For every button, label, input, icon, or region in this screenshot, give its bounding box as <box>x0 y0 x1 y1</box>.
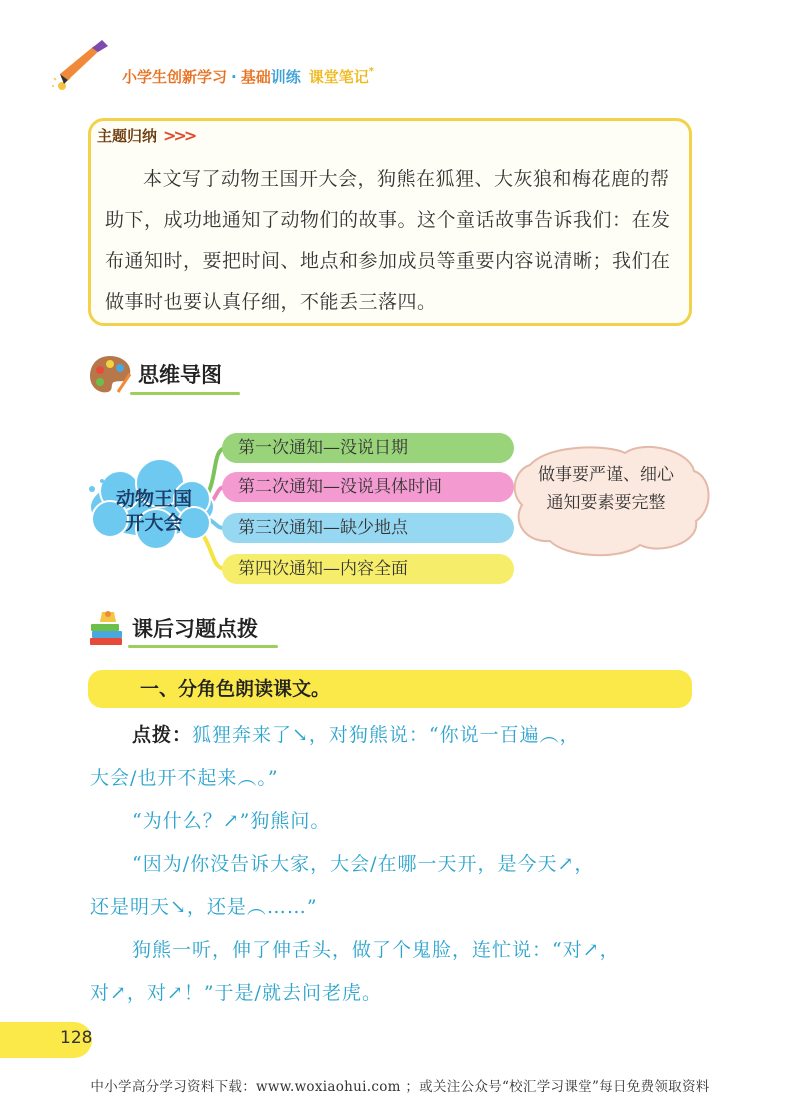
header-basic: 基础 <box>240 68 271 86</box>
theme-summary-box <box>88 118 692 326</box>
mindmap-branch-1: 第一次通知—没说日期 <box>222 433 514 463</box>
mindmap-center-line1: 动物王国 <box>115 488 192 510</box>
answer-line-1 <box>132 720 580 747</box>
exercises-title: 课后习题点拨 <box>132 617 258 641</box>
mindmap-heading <box>88 352 222 396</box>
mindmap-branch-2: 第二次通知—没说具体时间 <box>222 472 514 502</box>
answer-line-2: 大会/也开不起来︵。” <box>90 767 279 789</box>
question-1-text: 一、分角色朗读课文。 <box>140 678 331 700</box>
answer-line-5: 还是明天↘，还是︵……” <box>90 896 318 918</box>
mindmap-conclusion <box>517 461 695 517</box>
answer-line-7: 对↗，对↗！”于是/就去问老虎。 <box>90 982 382 1004</box>
footer-note: 中小学高分学习资料下载：www.woxiaohui.com ；或关注公众号“校汇学习课堂”每日免费领取资料 <box>90 1079 710 1095</box>
summary-tag <box>97 125 194 146</box>
mind-map <box>80 425 720 595</box>
mindmap-branch-3: 第三次通知—缺少地点 <box>222 513 514 543</box>
summary-tag-label: 主题归纳 <box>97 127 158 145</box>
answer-text-1: 狐狸奔来了↘，对狗熊说：“你说一百遍︵， <box>192 724 580 746</box>
mindmap-title-underline <box>130 392 240 395</box>
paintbrush-icon <box>50 40 110 96</box>
header-notes: 课堂笔记 <box>308 68 369 86</box>
summary-text: 本文写了动物王国开大会，狗熊在狐狸、大灰狼和梅花鹿的帮助下，成功地通知了动物们的故事。这个童话故事告诉我们：在发布通知时，要把时间、地点和参加成员等重要内容说清晰；我们在做事时也要认真仔细，不能丢三落四。 <box>105 168 671 313</box>
mindmap-conclusion-line2: 通知要素要完整 <box>546 493 666 513</box>
mindmap-title: 思维导图 <box>138 363 222 387</box>
header-title <box>122 66 374 87</box>
mindmap-branch-4: 第四次通知—内容全面 <box>222 554 514 584</box>
answer-line-4: “因为/你没告诉大家，大会/在哪一天开，是今天↗， <box>132 853 595 875</box>
mindmap-conclusion-line1: 做事要严谨、细心 <box>538 465 674 485</box>
page-number: 128 <box>60 1028 93 1048</box>
header-star: * <box>368 66 374 77</box>
answer-line-3: “为什么？↗”狗熊问。 <box>132 810 331 832</box>
mindmap-center-line2: 开大会 <box>125 512 183 534</box>
hint-label: 点拨： <box>132 724 193 746</box>
answer-line-6: 狗熊一听，伸了伸舌头，做了个鬼脸，连忙说：“对↗， <box>132 939 620 961</box>
header-training: 训练 <box>270 68 301 86</box>
books-icon <box>88 608 126 648</box>
book-header <box>50 40 470 96</box>
mindmap-center <box>94 487 214 535</box>
exercises-title-underline <box>128 645 278 648</box>
triple-chevron-icon: >>> <box>163 126 195 145</box>
palette-icon <box>88 352 132 396</box>
question-1-bar <box>88 670 692 708</box>
header-series: 小学生创新学习 <box>122 68 228 86</box>
exercises-heading <box>88 608 258 648</box>
header-separator: · <box>231 68 237 86</box>
